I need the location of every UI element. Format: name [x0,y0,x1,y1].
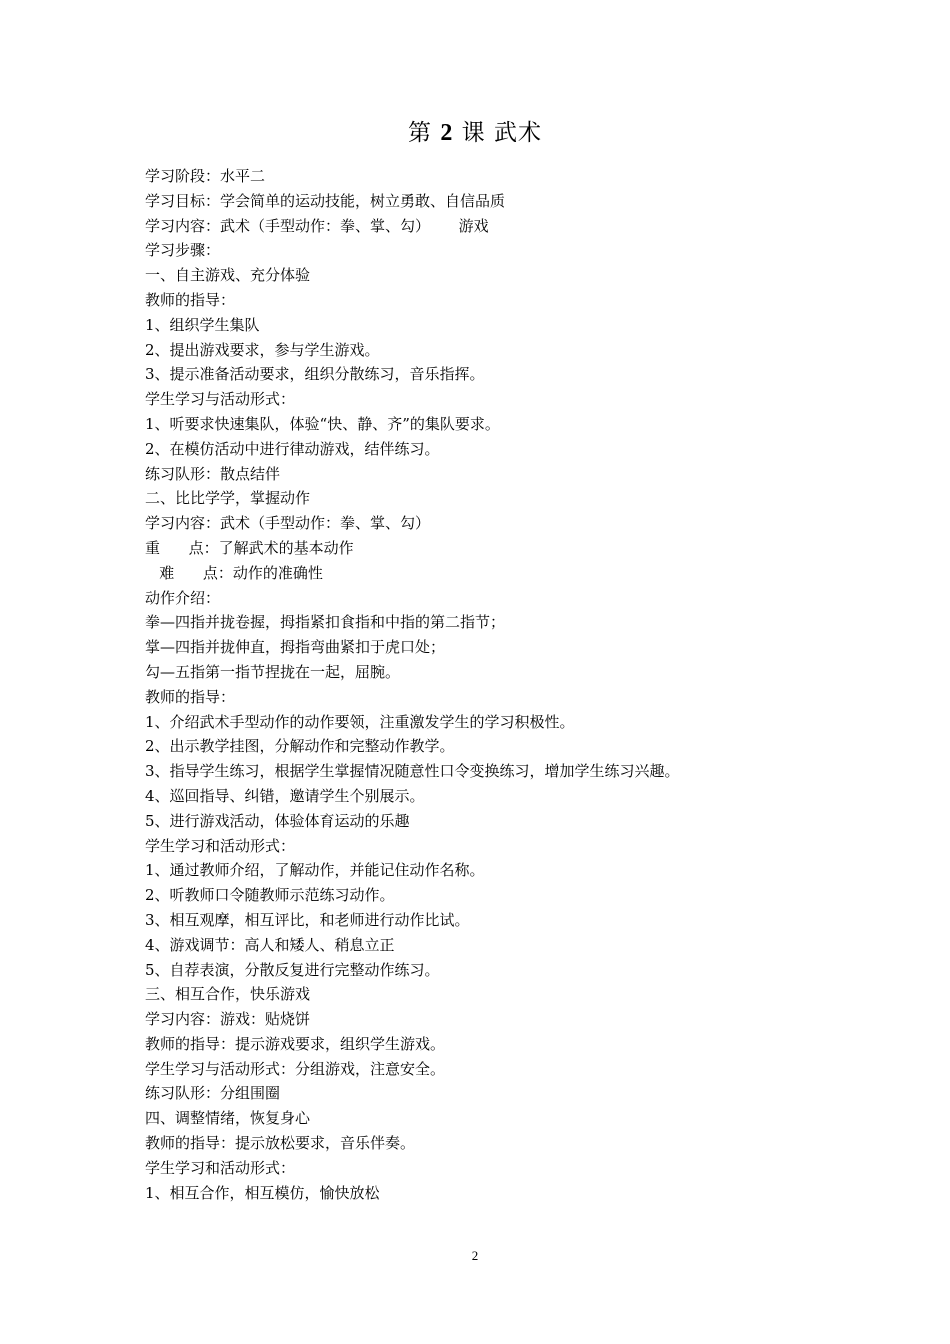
text-line: 2、提出游戏要求，参与学生游戏。 [145,340,380,359]
text-line: 学生学习与活动形式： [145,390,296,409]
text-line: 学习内容：游戏：贴烧饼 [145,1010,311,1029]
text-line: 2、出示教学挂图，分解动作和完整动作教学。 [145,737,455,756]
text-line: 四、调整情绪，恢复身心 [145,1109,311,1128]
text-line: 4、巡回指导、纠错，邀请学生个别展示。 [145,786,425,805]
text-line: 重 点：了解武术的基本动作 [145,538,354,557]
text-line: 3、相互观摩，相互评比，和老师进行动作比试。 [145,910,470,929]
text-line: 学习目标：学会简单的运动技能，树立勇敢、自信品质 [145,191,506,210]
lesson-body [145,164,885,1205]
text-line: 1、组织学生集队 [145,315,260,334]
text-line: 学生学习与活动形式：分组游戏，注意安全。 [145,1059,446,1078]
text-line: 二、比比学学，掌握动作 [145,489,311,508]
text-line: 学习内容：武术（手型动作：拳、掌、勾） 游戏 [145,216,489,235]
text-line: 练习队形：散点结伴 [145,464,281,483]
text-line: 难 点：动作的准确性 [145,563,323,582]
text-line: 2、在模仿活动中进行律动游戏，结伴练习。 [145,439,440,458]
text-line: 2、听教师口令随教师示范练习动作。 [145,886,395,905]
title-suffix: 课 武术 [461,120,542,146]
title-prefix: 第 [408,120,433,146]
text-line: 三、相互合作，快乐游戏 [145,985,311,1004]
text-line: 勾—五指第一指节捏拢在一起，屈腕。 [145,662,401,681]
text-line: 学习内容：武术（手型动作：拳、掌、勾） [145,514,431,533]
page-number: 2 [471,1248,479,1263]
text-line: 学习步骤： [145,241,221,260]
text-line: 一、自主游戏、充分体验 [145,266,311,285]
text-line: 学生学习和活动形式： [145,836,296,855]
text-line: 拳—四指并拢卷握，拇指紧扣食指和中指的第二指节； [145,613,506,632]
text-line: 学生学习和活动形式： [145,1158,296,1177]
text-line: 教师的指导： [145,687,236,706]
text-line: 1、介绍武术手型动作的动作要领，注重激发学生的学习积极性。 [145,712,575,731]
text-line: 练习队形：分组围圈 [145,1084,281,1103]
text-line: 3、提示准备活动要求，组织分散练习，音乐指挥。 [145,365,485,384]
text-line: 4、游戏调节：高人和矮人、稍息立正 [145,935,395,954]
text-line: 动作介绍： [145,588,221,607]
lesson-title [0,116,950,150]
text-line: 教师的指导：提示放松要求，音乐伴奏。 [145,1134,416,1153]
text-line: 学习阶段：水平二 [145,167,266,185]
text-line: 5、自荐表演，分散反复进行完整动作练习。 [145,960,440,979]
text-line: 1、听要求快速集队，体验“快、静、齐”的集队要求。 [145,414,500,433]
text-line: 掌—四指并拢伸直，拇指弯曲紧扣于虎口处； [145,638,446,657]
text-line: 1、相互合作，相互模仿，愉快放松 [145,1183,380,1202]
text-line: 1、通过教师介绍，了解动作，并能记住动作名称。 [145,861,485,880]
text-line: 教师的指导：提示游戏要求，组织学生游戏。 [145,1034,446,1053]
text-line: 3、指导学生练习，根据学生掌握情况随意性口令变换练习，增加学生练习兴趣。 [145,762,680,781]
text-line: 教师的指导： [145,290,236,309]
text-line: 5、进行游戏活动，体验体育运动的乐趣 [145,811,410,830]
title-number: 2 [440,120,454,146]
